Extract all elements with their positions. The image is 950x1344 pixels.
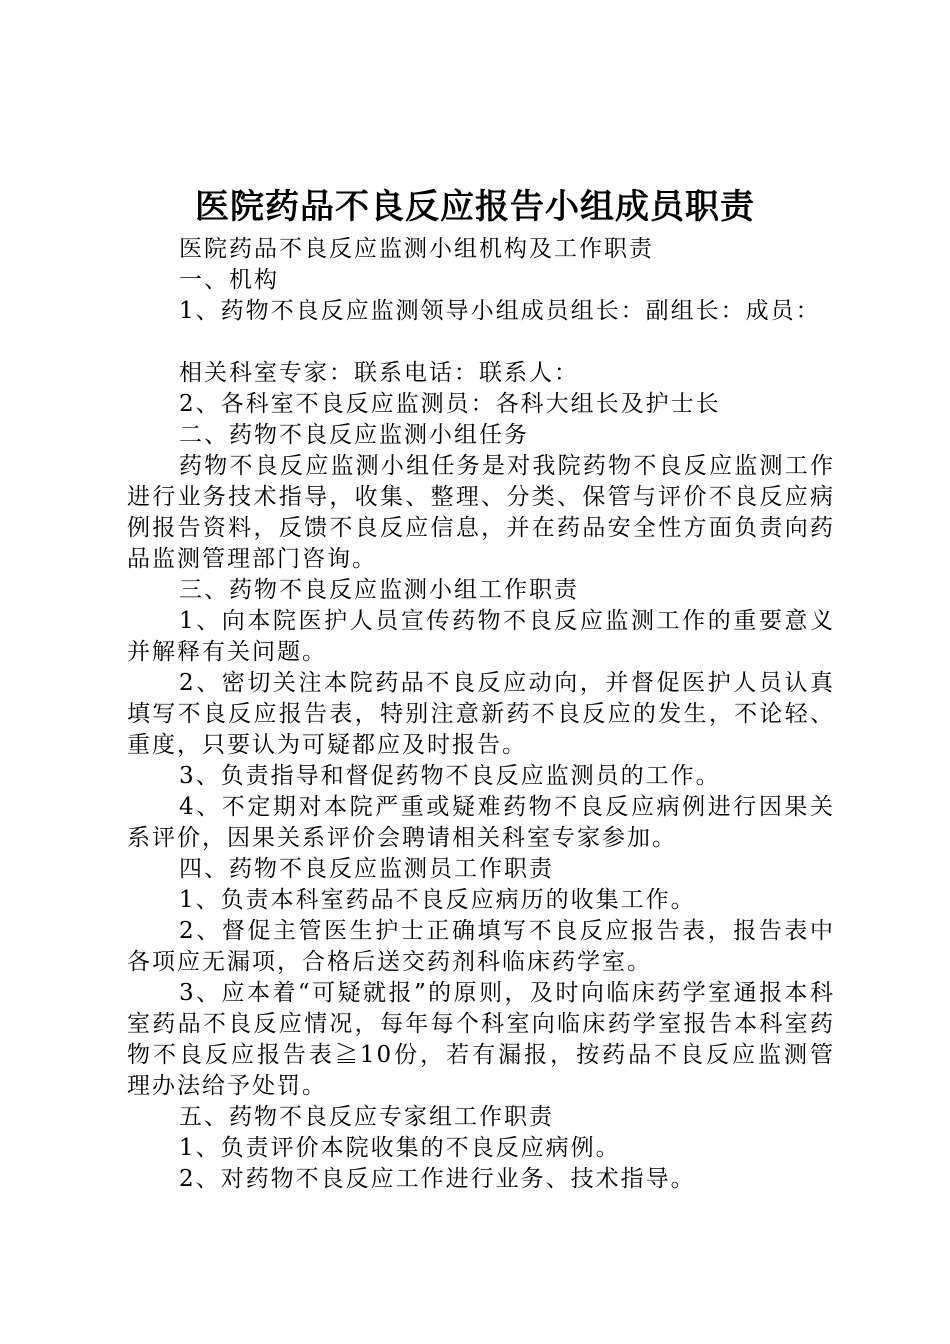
paragraph-monitors: 2、各科室不良反应监测员：各科大组长及护士长 [179,391,721,417]
paragraph-tasks: 药物不良反应监测小组任务是对我院药物不良反应监测工作进行业务技术指导，收集、整理、分类、保管与评价不良反应病例报告资料，反馈不良反应信息，并在药品安全性方面负责向药品监测管理部门咨询。 [127,453,835,572]
section-heading-monitor-duties: 四、药物不良反应监测员工作职责 [179,856,554,882]
document-title: 医院药品不良反应报告小组成员职责 [195,187,755,227]
section-heading-group-duties: 三、药物不良反应监测小组工作职责 [179,577,579,603]
section-heading-expert-duties: 五、药物不良反应专家组工作职责 [179,1104,554,1130]
paragraph-monitor-duty-1: 1、负责本科室药品不良反应病历的收集工作。 [179,887,696,913]
paragraph-monitor-duty-2: 2、督促主管医生护士正确填写不良反应报告表，报告表中各项应无漏项，合格后送交药剂科临床药学室。 [127,918,835,975]
paragraph-subtitle: 医院药品不良反应监测小组机构及工作职责 [179,236,654,262]
section-heading-tasks: 二、药物不良反应监测小组任务 [179,422,529,448]
paragraph-duty-2: 2、密切关注本院药品不良反应动向，并督促医护人员认真填写不良反应报告表，特别注意新药不良反应的发生，不论轻、重度，只要认为可疑都应及时报告。 [127,670,835,758]
paragraph-duty-4: 4、不定期对本院严重或疑难药物不良反应病例进行因果关系评价，因果关系评价会聘请相关科室专家参加。 [127,794,835,851]
paragraph-expert-duty-1: 1、负责评价本院收集的不良反应病例。 [179,1135,621,1161]
paragraph-contacts: 相关科室专家：联系电话：联系人： [179,360,579,386]
paragraph-leadership-group: 1、药物不良反应监测领导小组成员组长：副组长：成员： [179,298,821,324]
paragraph-monitor-duty-3: 3、应本着“可疑就报”的原则，及时向临床药学室通报本科室药品不良反应情况，每年每个科室向临床药学室报告本科室药物不良反应报告表≧10份，若有漏报，按药品不良反应监测管理办法给予处罚。 [127,980,835,1099]
document-body [127,234,835,1195]
paragraph-duty-1: 1、向本院医护人员宣传药物不良反应监测工作的重要意义并解释有关问题。 [127,608,835,665]
paragraph-expert-duty-2: 2、对药物不良反应工作进行业务、技术指导。 [179,1166,696,1192]
section-heading-organization: 一、机构 [179,267,279,293]
paragraph-duty-3: 3、负责指导和督促药物不良反应监测员的工作。 [179,763,721,789]
